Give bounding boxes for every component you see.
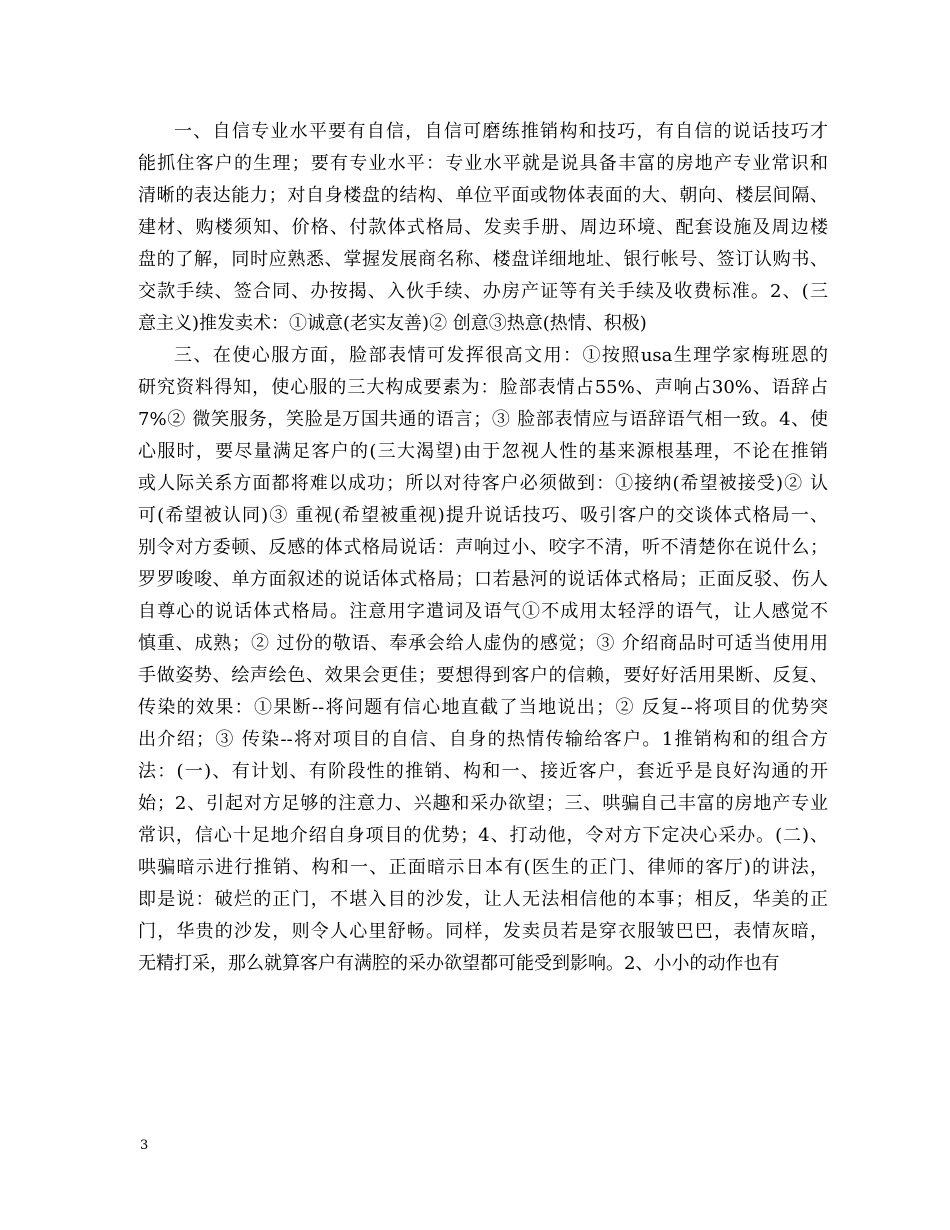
- text-line: 慎重、成熟；② 过份的敬语、奉承会给人虚伪的感觉；③ 介绍商品时可适当使用用: [138, 633, 828, 654]
- text-line: 即是说：破烂的正门，不堪入目的沙发，让人无法相信他的本事；相反，华美的正: [138, 889, 828, 910]
- text-line: 或人际关系方面都将难以成功；所以对待客户必须做到：①接纳(希望被接受)② 认: [138, 473, 828, 494]
- text-line: 门，华贵的沙发，则令人心里舒畅。同样，发卖员若是穿衣服皱巴巴，表情灰暗，: [138, 921, 828, 942]
- text-line: 无精打采，那么就算客户有满腔的采办欲望都可能受到影响。2、小小的动作也有: [138, 953, 780, 974]
- text-line: 一、自信专业水平要有自信，自信可磨练推销构和技巧，有自信的说话技巧才: [174, 121, 828, 142]
- text-line: 交款手续、签合同、办按揭、入伙手续、办房产证等有关手续及收费标准。2、(三: [138, 281, 828, 302]
- text-line: 可(希望被认同)③ 重视(希望被重视)提升说话技巧、吸引客户的交谈体式格局一、: [138, 505, 828, 526]
- text-line: 心服时，要尽量满足客户的(三大渴望)由于忽视人性的基来源根基理，不论在推销: [138, 441, 828, 462]
- text-line: 三、在使心服方面，脸部表情可发挥很高文用：①按照usa生理学家梅班恩的: [174, 345, 828, 366]
- text-line: 罗罗唆唆、单方面叙述的说话体式格局；口若悬河的说话体式格局；正面反驳、伤人: [138, 569, 828, 590]
- body-text: [138, 116, 828, 980]
- text-line: 别令对方委顿、反感的体式格局说话：声响过小、咬字不清，听不清楚你在说什么；: [138, 537, 828, 558]
- page-number: 3: [140, 1138, 149, 1153]
- text-line: 手做姿势、绘声绘色、效果会更佳；要想得到客户的信赖，要好好活用果断、反复、: [138, 665, 828, 686]
- text-line: 7%② 微笑服务，笑脸是万国共通的语言；③ 脸部表情应与语辞语气相一致。4、使: [138, 409, 828, 430]
- text-line: 始；2、引起对方足够的注意力、兴趣和采办欲望；三、哄骗自己丰富的房地产专业: [138, 793, 828, 814]
- text-line: 哄骗暗示进行推销、构和一、正面暗示日本有(医生的正门、律师的客厅)的讲法，: [138, 857, 828, 878]
- text-line: 常识，信心十足地介绍自身项目的优势；4、打动他，令对方下定决心采办。(二)、: [138, 825, 828, 846]
- text-line: 法：(一)、有计划、有阶段性的推销、构和一、接近客户，套近乎是良好沟通的开: [138, 761, 828, 782]
- text-line: 传染的效果：①果断--将问题有信心地直截了当地说出；② 反复--将项目的优势突: [138, 697, 828, 718]
- text-line: 出介绍；③ 传染--将对项目的自信、自身的热情传输给客户。1推销构和的组合方: [138, 729, 828, 750]
- text-line: 建材、购楼须知、价格、付款体式格局、发卖手册、周边环境、配套设施及周边楼: [138, 217, 828, 238]
- text-line: 意主义)推发卖术：①诚意(老实友善)② 创意③热意(热情、积极): [138, 313, 647, 334]
- text-line: 自尊心的说话体式格局。注意用字遣词及语气①不成用太轻浮的语气，让人感觉不: [138, 601, 828, 622]
- text-line: 能抓住客户的生理；要有专业水平：专业水平就是说具备丰富的房地产专业常识和: [138, 153, 828, 174]
- text-line: 研究资料得知，使心服的三大构成要素为：脸部表情占55%、声响占30%、语辞占: [138, 377, 828, 398]
- text-line: 清晰的表达能力；对自身楼盘的结构、单位平面或物体表面的大、朝向、楼层间隔、: [138, 185, 828, 206]
- text-line: 盘的了解，同时应熟悉、掌握发展商名称、楼盘详细地址、银行帐号、签订认购书、: [138, 249, 828, 270]
